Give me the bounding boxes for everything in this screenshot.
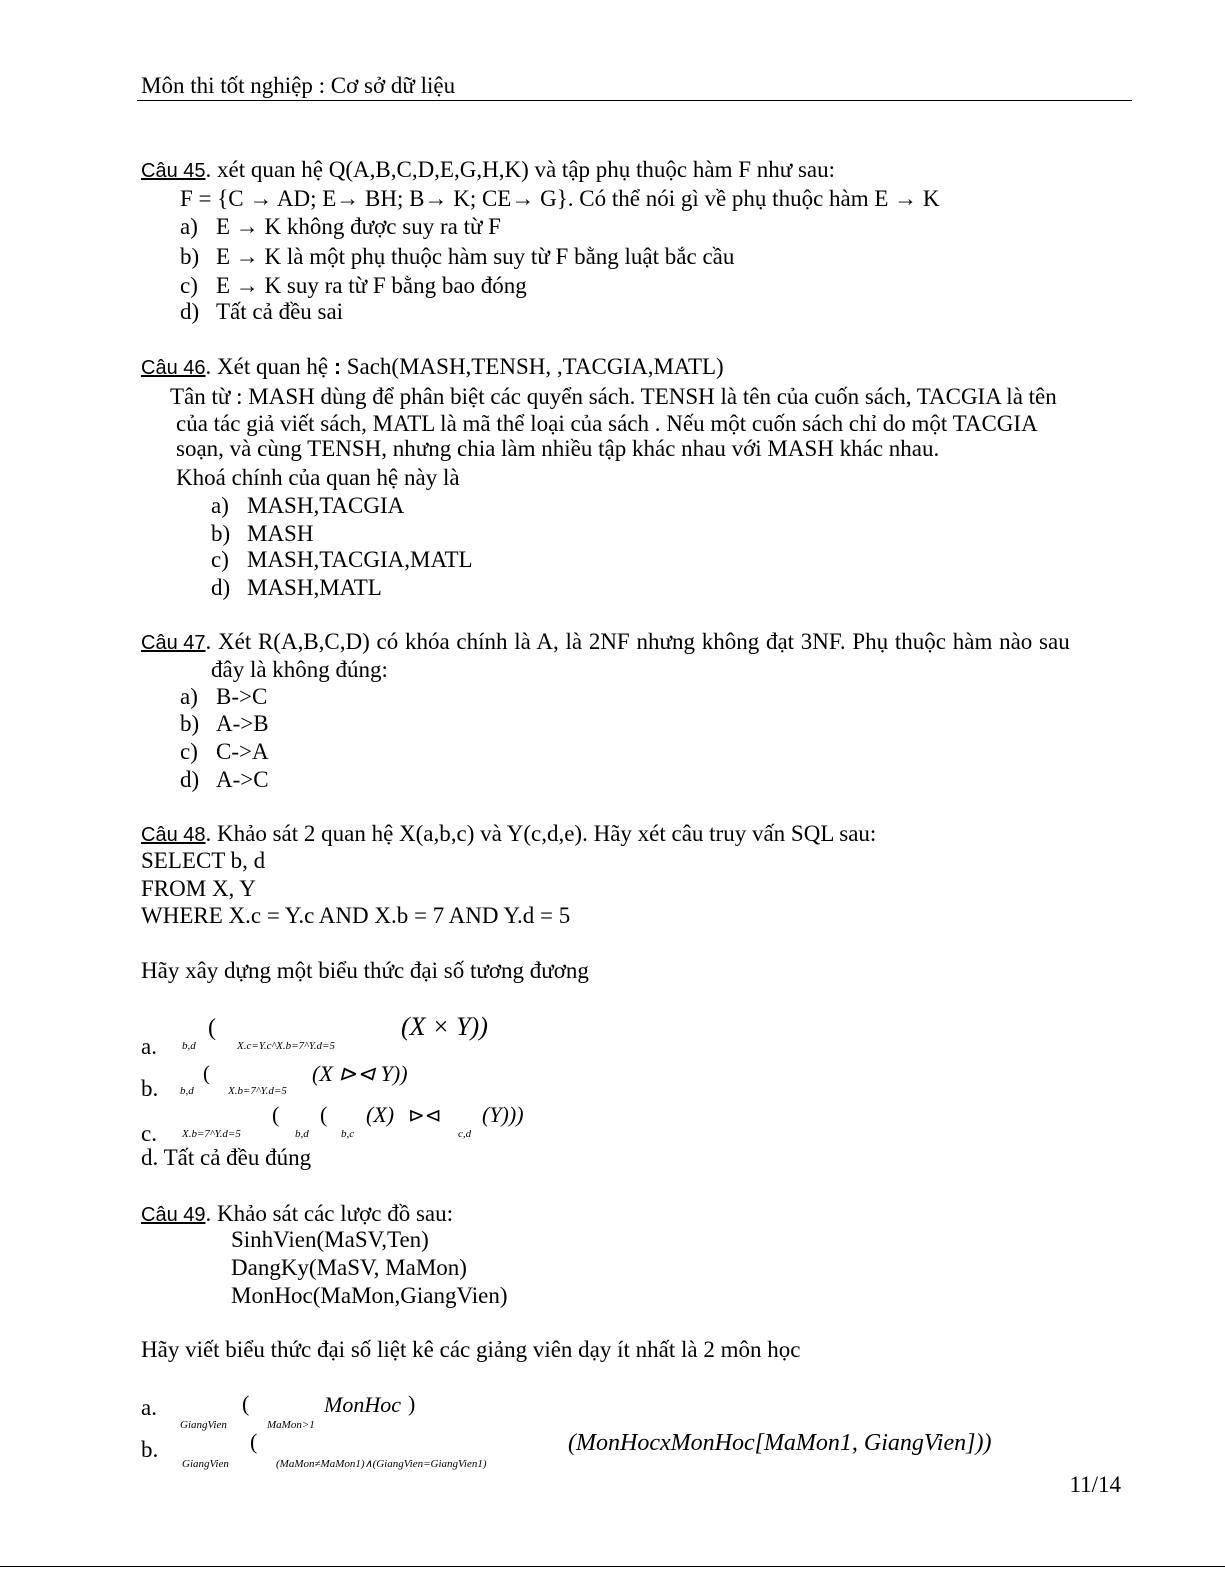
page-header-title: Môn thi tốt nghiệp : Cơ sở dữ liệu [141, 73, 456, 98]
sql-select-line: SELECT b, d [141, 848, 266, 873]
question-48-option-c-key: c. [141, 1121, 157, 1146]
question-46-line-3: soạn, và cùng TENSH, nhưng chia làm nhiều tập khác nhau với MASH khác nhau. [176, 436, 940, 461]
schema-monhoc: MonHoc(MaMon,GiangVien) [231, 1283, 508, 1308]
projection-subscript: b,d [295, 1128, 309, 1140]
question-46-option-d: d) MASH,MATL [211, 575, 382, 600]
selection-subscript: X.c=Y.c^X.b=7^Y.d=5 [237, 1040, 335, 1052]
question-46-label: Câu 46 [141, 357, 206, 379]
question-45-fd-set: F = {C → AD; E→ BH; B→ K; CE→ G}. Có thể nói gì về phụ thuộc hàm E → K [180, 186, 940, 211]
question-48-stem: Câu 48. Khảo sát 2 quan hệ X(a,b,c) và Y(c,d,e). Hãy xét câu truy vấn SQL sau: [141, 821, 877, 846]
question-48-option-b-key: b. [141, 1076, 159, 1101]
question-47-option-b: b) A->B [180, 711, 269, 736]
question-46-stem: Câu 46. Xét quan hệ : Sach(MASH,TENSH, ,TACGIA,MATL) [141, 354, 724, 379]
open-paren: ( [272, 1102, 280, 1127]
expression-body: (X ⊳⊲ Y)) [312, 1061, 408, 1086]
sql-from-line: FROM X, Y [141, 876, 256, 901]
question-49-stem: Câu 49. Khảo sát các lược đồ sau: [141, 1201, 454, 1226]
open-paren: ( [208, 1015, 216, 1041]
projection-subscript: b,d [182, 1040, 196, 1052]
schema-sinhvien: SinhVien(MaSV,Ten) [231, 1227, 429, 1252]
question-46-line-2: của tác giả viết sách, MATL là mã thể loại của sách . Nếu một cuốn sách chỉ do một TACGIA [176, 411, 1038, 436]
question-46-line-1: Tân từ : MASH dùng để phân biệt các quyển sách. TENSH là tên của cuốn sách, TACGIA là tên [170, 384, 1057, 409]
relation-y: (Y))) [482, 1102, 524, 1127]
selection-subscript: (MaMon≠MaMon1)∧(GiangVien=GiangVien1) [276, 1458, 487, 1470]
open-paren: ( [242, 1391, 250, 1416]
projection-subscript: GiangVien [180, 1419, 227, 1431]
question-49-prompt: Hãy viết biểu thức đại số liệt kê các giảng viên dạy ít nhất là 2 môn học [141, 1337, 801, 1362]
projection-subscript: GiangVien [182, 1458, 229, 1470]
page-number: 11/14 [1069, 1472, 1121, 1497]
question-48-label: Câu 48 [141, 824, 206, 846]
question-48-prompt: Hãy xây dựng một biểu thức đại số tương đương [141, 958, 589, 983]
question-46-option-a: a) MASH,TACGIA [211, 493, 405, 518]
question-45-stem: Câu 45. xét quan hệ Q(A,B,C,D,E,G,H,K) và tập phụ thuộc hàm F như sau: [141, 157, 836, 182]
question-49-label: Câu 49 [141, 1204, 206, 1226]
question-46-option-b: b) MASH [211, 521, 314, 546]
question-46-option-c: c) MASH,TACGIA,MATL [211, 547, 473, 572]
projection-subscript: c,d [458, 1128, 472, 1140]
join-symbol: ⊳⊲ [408, 1105, 442, 1127]
question-47-stem-line-2: đây là không đúng: [211, 657, 388, 682]
header-rule [137, 100, 1132, 101]
expression-body: (MonHocxMonHoc[MaMon1, GiangVien])) [568, 1430, 992, 1456]
question-48-option-d: d. Tất cả đều đúng [141, 1145, 312, 1170]
question-46-line-4: Khoá chính của quan hệ này là [176, 465, 460, 490]
close-paren: ) [408, 1391, 416, 1416]
relation-monhoc: MonHoc [324, 1392, 401, 1417]
question-45-option-c: c) E → K suy ra từ F bằng bao đóng [180, 273, 527, 298]
question-45-option-d: d) Tất cả đều sai [180, 299, 344, 324]
selection-subscript: MaMon>1 [267, 1419, 315, 1431]
projection-subscript: b,d [180, 1085, 194, 1097]
question-49-option-b-key: b. [141, 1437, 159, 1462]
footer-rule [0, 1566, 1225, 1567]
expression-body: (X × Y)) [401, 1012, 488, 1041]
question-45-label: Câu 45 [141, 160, 206, 182]
open-paren: ( [320, 1102, 328, 1127]
selection-subscript: X.b=7^Y.d=5 [228, 1085, 287, 1097]
projection-subscript: b,c [341, 1128, 355, 1140]
schema-dangky: DangKy(MaSV, MaMon) [231, 1255, 467, 1280]
question-47-option-a: a) B->C [180, 684, 268, 709]
open-paren: ( [250, 1429, 258, 1454]
question-47-option-c: c) C->A [180, 739, 269, 764]
question-45-option-b: b) E → K là một phụ thuộc hàm suy từ F bằng luật bắc cầu [180, 244, 735, 269]
sql-where-line: WHERE X.c = Y.c AND X.b = 7 AND Y.d = 5 [141, 903, 571, 928]
selection-subscript: X.b=7^Y.d=5 [182, 1128, 241, 1140]
relation-x: (X) [366, 1102, 395, 1127]
question-47-label: Câu 47 [141, 632, 206, 654]
question-47-option-d: d) A->C [180, 767, 269, 792]
question-48-option-a-key: a. [141, 1034, 157, 1059]
question-45-option-a: a) E → K không được suy ra từ F [180, 214, 501, 239]
question-47-stem: Câu 47. Xét R(A,B,C,D) có khóa chính là A, là 2NF nhưng không đạt 3NF. Phụ thuộc hàm nào sau [141, 629, 1070, 654]
open-paren: ( [203, 1061, 210, 1085]
question-49-option-a-key: a. [141, 1395, 157, 1420]
